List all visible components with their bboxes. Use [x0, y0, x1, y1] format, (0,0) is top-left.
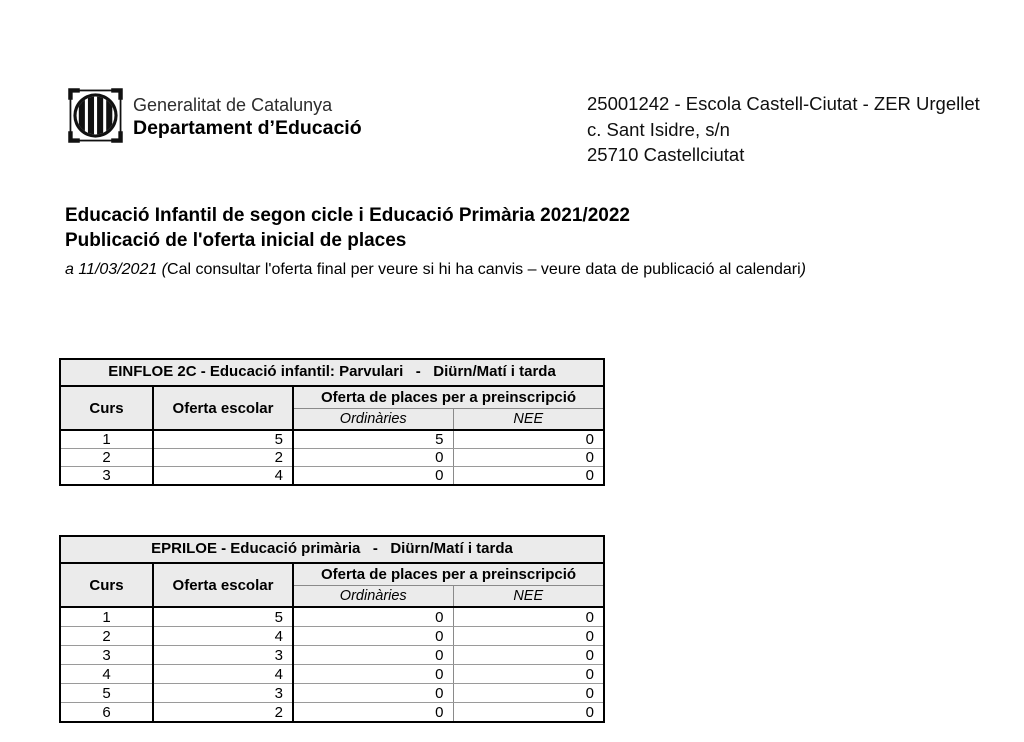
cell-oferta-escolar: 5 [153, 430, 293, 449]
table-row [60, 607, 604, 627]
table-title-row [60, 536, 604, 563]
cell-nee: 0 [453, 665, 604, 684]
cell-nee: 0 [585, 467, 595, 484]
table-row [60, 665, 604, 684]
cell-oferta-escolar: 2 [153, 703, 293, 723]
doc-note-date: a 11/03/2021 ( [65, 261, 168, 278]
doc-note-close-paren: ) [800, 261, 806, 278]
cell-ordinaries: 0 [293, 627, 453, 646]
table-row [60, 627, 604, 646]
doc-note [65, 260, 985, 280]
table-header-row [60, 563, 604, 586]
cell-curs: 3 [60, 646, 153, 665]
cell-curs: 5 [60, 684, 153, 703]
table-row [60, 449, 604, 467]
cell-ordinaries: 0 [293, 607, 453, 627]
cell-nee: 0 [453, 684, 604, 703]
cell-ordinaries: 0 [293, 684, 453, 703]
doc-title-line2: Publicació de l'oferta inicial de places [65, 230, 407, 251]
brand-org-name: Generalitat de Catalunya [133, 95, 333, 115]
table-row [60, 467, 604, 486]
col-header-places-preinscripcio: Oferta de places per a preinscripció [293, 563, 604, 586]
table-row [60, 430, 604, 449]
school-info-block [587, 91, 980, 168]
col-header-curs: Curs [60, 386, 153, 430]
header-brand [68, 88, 362, 143]
cell-curs: 1 [60, 607, 153, 627]
document-title-block [65, 203, 985, 280]
cell-ordinaries: 0 [293, 646, 453, 665]
cell-nee: 0 [453, 449, 604, 467]
school-city: 25710 Castellciutat [587, 144, 745, 165]
table-educacio-primaria [59, 535, 605, 723]
cell-nee: 0 [585, 703, 594, 721]
cell-nee: 0 [453, 607, 604, 627]
cell-nee: 0 [453, 430, 604, 449]
school-address: c. Sant Isidre, s/n [587, 118, 730, 140]
col-header-curs: Curs [60, 563, 153, 607]
brand-text-block [133, 94, 362, 141]
cell-oferta-escolar: 4 [153, 467, 293, 486]
cell-oferta-escolar: 4 [153, 665, 293, 684]
table-educacio-infantil [59, 358, 605, 486]
doc-title-line1: Educació Infantil de segon cicle i Educació Primària 2021/2022 [65, 205, 630, 226]
col-header-nee: NEE [453, 586, 604, 608]
col-header-places-preinscripcio: Oferta de places per a preinscripció [293, 386, 604, 409]
col-header-ordinaries: Ordinàries [293, 586, 453, 608]
col-header-oferta-escolar: Oferta escolar [153, 386, 293, 430]
cell-curs: 1 [60, 430, 153, 449]
cell-ordinaries: 0 [293, 467, 453, 486]
school-code-name: 25001242 - Escola Castell-Ciutat - ZER Urgellet [587, 93, 980, 114]
cell-nee: 0 [453, 646, 604, 665]
brand-dept-name: Departament d’Educació [133, 117, 362, 139]
cell-oferta-escolar: 2 [153, 449, 293, 467]
cell-ordinaries: 0 [293, 449, 453, 467]
cell-oferta-escolar: 3 [153, 646, 293, 665]
table-row [60, 646, 604, 665]
cell-curs: 4 [60, 665, 153, 684]
cell-curs: 2 [60, 449, 153, 467]
cell-curs: 6 [60, 703, 153, 723]
col-header-nee: NEE [453, 409, 604, 431]
table-row [60, 684, 604, 703]
cell-nee: 0 [453, 627, 604, 646]
generalitat-seal-icon [68, 88, 123, 143]
table-header-row [60, 386, 604, 409]
cell-curs: 2 [60, 627, 153, 646]
cell-ordinaries: 0 [293, 703, 453, 723]
col-header-ordinaries: Ordinàries [293, 409, 453, 431]
cell-oferta-escolar: 5 [153, 607, 293, 627]
cell-ordinaries: 5 [293, 430, 453, 449]
table-row [60, 703, 604, 723]
table-title-row [60, 359, 604, 386]
table-title: EPRILOE - Educació primària - Diürn/Matí i tarda [60, 536, 604, 563]
doc-note-body: Cal consultar l'oferta final per veure si hi ha canvis – veure data de publicació al calendari [167, 261, 801, 278]
cell-ordinaries: 0 [293, 665, 453, 684]
col-header-oferta-escolar: Oferta escolar [153, 563, 293, 607]
table-title: EINFLOE 2C - Educació infantil: Parvulari - Diürn/Matí i tarda [60, 359, 604, 386]
cell-oferta-escolar: 3 [153, 684, 293, 703]
cell-curs: 3 [60, 467, 153, 486]
cell-oferta-escolar: 4 [153, 627, 293, 646]
